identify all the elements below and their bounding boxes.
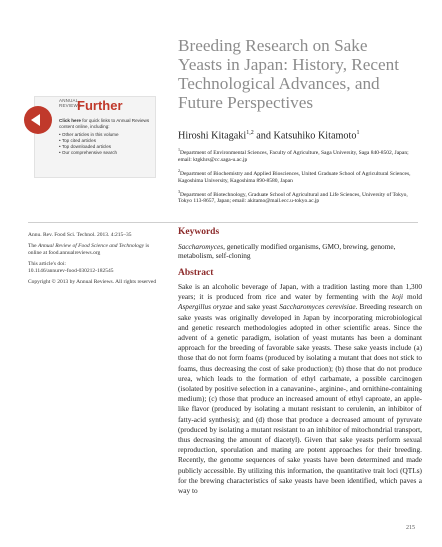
further-header: [59, 98, 123, 113]
copyright: Copyright © 2013 by Annual Reviews. All rights reserved: [28, 279, 157, 285]
affiliation-sup: 1: [178, 147, 180, 152]
author-name: Katsuhiko Kitamoto: [273, 130, 357, 142]
title-line: Technological Advances, and: [178, 74, 380, 93]
keywords-heading: Keywords: [178, 227, 220, 237]
doi-label: This article's doi:: [28, 261, 66, 267]
keyword-italic: Saccharomyces: [178, 242, 224, 251]
affiliation-sup: 2: [178, 167, 180, 173]
citation: Annu. Rev. Food Sci. Technol. 2013. 4:215–35: [28, 232, 132, 238]
further-list: [59, 132, 151, 156]
author-list: [178, 130, 359, 141]
annual-label: ANNUAL: [59, 98, 79, 103]
saccharomyces-term: Saccharomyces cerevisiae: [279, 302, 356, 312]
reviews-label: REVIEWS: [59, 103, 82, 108]
further-word: Further: [77, 98, 123, 113]
koji-term: koji: [392, 292, 404, 302]
affiliations: [178, 146, 422, 208]
doi-value: 10.1146/annurev-food-030212-182545: [28, 268, 114, 274]
section-divider: [28, 222, 418, 223]
abstract-text: Sake is an alcoholic beverage of Japan, with a tradition lasting more than 1,300 years; it is produced from rice and water by fermenting with the koji mold Aspergillus oryzae and sake yeast Saccharomyces cerevisiae. Breeding research on sake yeasts was originally developed in Japan by incorporating microbiological and genetic research methodologies adopted in other scientific areas. Since the advent of a genetic paradigm, isolation of yeast mutants has been a dominant approach for the breeding of favorable sake yeasts. These sake yeasts include (a) those that do not form foams (produced by isolating a mutant that does not stick to foams, thus decreasing the cost of sake production); (b) those that do not produce urea, which leads to the formation of ethyl carbamate, a possible carcinogen (isolated by positive selection in a canavanine-, arginine-, and ornithine-containing medium); (c) those that produce an increased amount of ethyl caproate, an apple-like flavor (produced by isolating a mutant resistant to cerulenin, an inhibitor of fatty-acid synthesis); and (d) those that produce a decreased amount of pyruvate (produced by isolating a mutant resistant to an inhibitor of mitochondrial transport, thus decreasing the amount of diacetyl). Given that sake yeasts perform sexual reproduction, sporulation and mating are potent approaches for their breeding. Recently, the genome sequences of sake yeasts have been determined and made publicly accessible. By utilizing this information, the quantitative trait loci (QTLs) for the brewing characteristics of sake yeasts have been identified, which paves a way to: [178, 282, 422, 496]
keywords-text: [178, 242, 422, 261]
further-text: [59, 118, 151, 156]
title-line: Future Perspectives: [178, 93, 314, 112]
affiliation: [178, 188, 422, 206]
further-description: for quick links to Annual Reviews content online, including:: [59, 118, 150, 129]
article-title: [178, 36, 428, 112]
affiliation-text: Department of Biochemistry and Applied Biosciences, United Graduate School of Agricultural Sciences, Kagoshima University, Kagoshima 890-8580, Japan: [178, 170, 411, 184]
further-list-item[interactable]: • Our comprehensive search: [59, 150, 118, 155]
author-affil-sup: 1,2: [246, 130, 254, 136]
further-list-item[interactable]: • Top cited articles: [59, 138, 97, 143]
abstract-heading: Abstract: [178, 268, 214, 278]
author-conjunction: and: [253, 130, 274, 142]
title-line: Breeding Research on Sake: [178, 36, 368, 55]
further-list-item[interactable]: • Top downloaded articles: [59, 144, 112, 149]
arrow-left-icon[interactable]: [24, 106, 52, 134]
further-list-item[interactable]: • Other articles in this volume: [59, 132, 119, 137]
keyword-list: , genetically modified organisms, GMO, brewing, genome, metabolism, self-cloning: [178, 242, 396, 261]
doi-block: [28, 261, 158, 275]
aspergillus-term: Aspergillus oryzae: [178, 302, 233, 312]
affiliation-sup: 3: [178, 188, 180, 194]
further-panel[interactable]: [24, 96, 154, 176]
affiliation-text: Department of Biotechnology, Graduate School of Agricultural and Life Sciences, University of Tokyo, Tokyo 113-8657, Japan; email: akitamo@mail.ecc.u-tokyo.ac.jp: [178, 191, 408, 205]
affiliation: [178, 167, 422, 185]
affiliation-text: Department of Environmental Sciences, Faculty of Agriculture, Saga University, Saga 840-8502, Japan; email: ktgkhrs@cc.saga-u.ac.jp: [178, 149, 409, 163]
title-line: Yeasts in Japan: History, Recent: [178, 55, 400, 74]
online-note: The Annual Review of Food Science and Technology is online at food.annualreviews.org: [28, 243, 150, 256]
click-here-link[interactable]: Click here: [59, 118, 81, 123]
page-number: 215: [406, 525, 415, 531]
article-metadata: [28, 232, 158, 290]
author-affil-sup: 1: [356, 130, 360, 136]
journal-name: Annual Review of Food Science and Technology: [37, 243, 145, 249]
affiliation: [178, 146, 422, 164]
author-name: Hiroshi Kitagaki: [178, 130, 247, 142]
